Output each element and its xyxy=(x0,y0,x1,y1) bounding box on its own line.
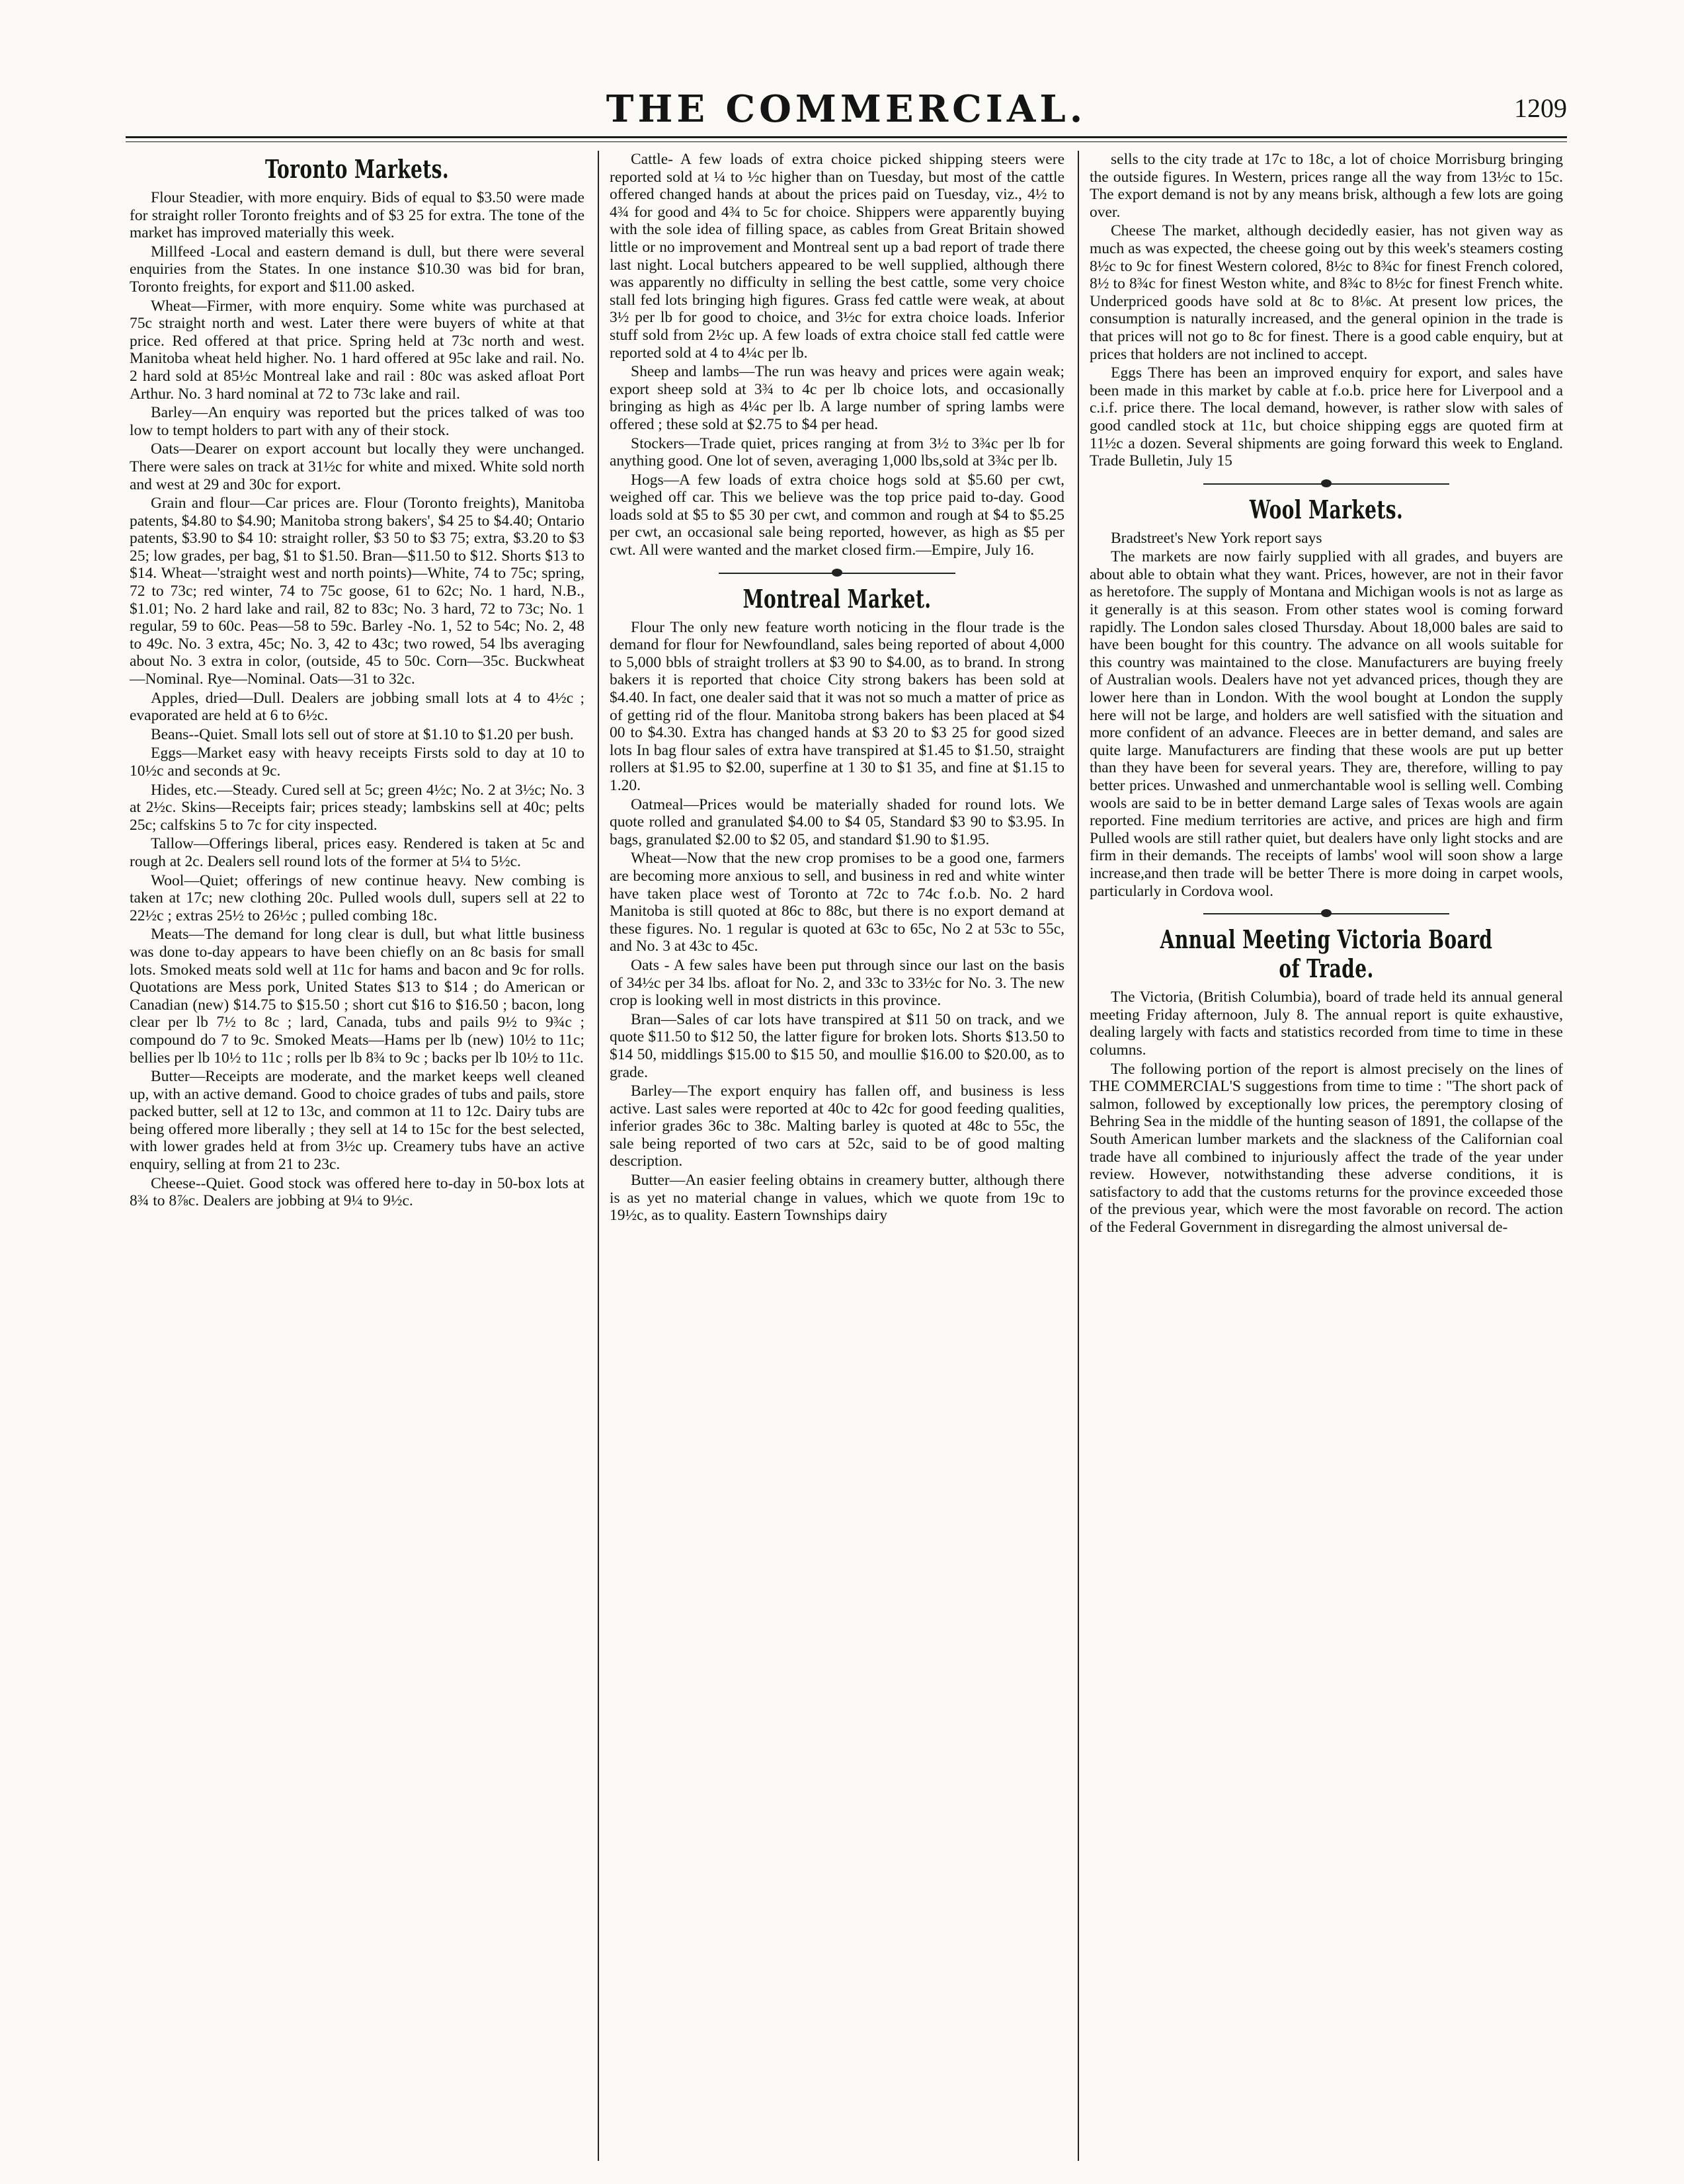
article-paragraph: Tallow—Offerings liberal, prices easy. Rendered is taken at 5c and rough at 2c. Dealers sell round lots of the former at 5¼ to 5½c. xyxy=(130,835,584,870)
article-paragraph: Cattle- A few loads of extra choice picked shipping steers were reported sold at ¼ to ½c higher than on Tuesday, but most of the cattle offered changed hands at about the prices paid on Tuesday, viz., 4½ to 4¾ for good and 4¾ to 5c for choice. Shippers were apparently buying with the sole idea of filling space, as cables from Great Britain showed little or no improvement and Montreal sent up a bad report of trade there last night. Local butchers appeared to be well supplied, although there was apparently no difficulty in selling the best cattle, some very choice stall fed lots bringing high figures. Grass fed cattle were weak, at about 3½ per lb for good to choice, and 3½c for extra choice loads. Inferior stuff sold from 2½c up. A few loads of extra choice stall fed cattle were reported sold at 4 to 4¼c per lb. xyxy=(610,151,1064,362)
article-paragraph: Flour The only new feature worth noticing in the flour trade is the demand for flour for Newfoundland, sales being reported of about 4,000 to 5,000 bbls of straight trollers at $3 90 to $4.00, as to brand. In strong bakers it is reported that choice City strong bakers has been sold at $4.40. In fact, one dealer said that it was not so much a matter of price as of getting rid of the flour. Manitoba strong bakers has been placed at $4 00 to $4.30. Extra has changed hands at $3 20 to $3 25 for good sized lots In bag flour sales of extra have transpired at $1.45 to $1.50, straight rollers at $1.95 to $2.00, superfine at 1 30 to $1 35, and fine at $1.15 to 1.20. xyxy=(610,618,1064,794)
article-paragraph: Oats—Dearer on export account but locally they were unchanged. There were sales on track at 31½c for white and mixed. White sold north and west at 29 and 30c for export. xyxy=(130,440,584,493)
article-paragraph: Millfeed -Local and eastern demand is dull, but there were several enquiries from the States. In one instance $10.30 was bid for bran, Toronto freights, for export and $11.00 asked. xyxy=(130,243,584,296)
article-paragraph: Cheese--Quiet. Good stock was offered here to-day in 50-box lots at 8¾ to 8⅞c. Dealers are jobbing at 9¼ to 9½c. xyxy=(130,1174,584,1210)
article-paragraph: Barley—An enquiry was reported but the prices talked of was too low to tempt holders to part with any of their stock. xyxy=(130,404,584,439)
article-paragraph: Butter—Receipts are moderate, and the market keeps well cleaned up, with an active demand. Good to choice grades of tubs and pails, store packed butter, sell at 12 to 13c, and common at 11 to 12c. Dairy tubs are being offered more liberally ; they sell at 14 to 15c for the best selected, with lower grades held at from 3½c up. Creamery tubs have an active enquiry, selling at from 21 to 23c. xyxy=(130,1068,584,1174)
column-3 xyxy=(1090,151,1563,2161)
article-paragraph: Meats—The demand for long clear is dull, but what little business was done to-day appears to have been chiefly on an 8c basis for small lots. Smoked meats sold well at 11c for hams and bacon and 9c for rolls. Quotations are Mess pork, United States $13 to $14 ; do American or Canadian (new) $14.75 to $15.50 ; short cut $16 to $16.50 ; bacon, long clear per lb 7½ to 8c ; lard, Canada, tubs and pails 9½ to 9¾c ; compound do 7 to 9c. Smoked Meats—Hams per lb (new) 10½ to 11c; bellies per lb 10½ to 11c ; rolls per lb 8¾ to 9c ; backs per lb 10½ to 11c. xyxy=(130,926,584,1067)
article-paragraph: The following portion of the report is almost precisely on the lines of THE COMMERCIAL'S suggestions from time to time : "The short pack of salmon, followed by exceptionally low prices, the peremptory closing of Behring Sea in the middle of the hunting season of 1891, the collapse of the South American lumber markets and the slackness of the Californian coal trade have all combined to injuriously affect the trade of the year under review. However, notwithstanding these adverse conditions, it is satisfactory to add that the customs returns for the province exceeded those of the previous year, which were the most favorable on record. The action of the Federal Government in disregarding the almost universal de- xyxy=(1090,1060,1563,1236)
article-paragraph: Butter—An easier feeling obtains in creamery butter, although there is as yet no material change in values, which we quote from 19c to 19½c, as to quality. Eastern Townships dairy xyxy=(610,1172,1064,1225)
section-divider xyxy=(610,566,1064,581)
page-number: 1209 xyxy=(1514,93,1567,123)
article-paragraph: Sheep and lambs—The run was heavy and prices were again weak; export sheep sold at 3¾ to 4c per lb choice lots, and occasionally bringing as high as 4¼c per lb. A large number of spring lambs were offered ; these sold at $2.75 to $4 per head. xyxy=(610,363,1064,433)
wool-markets-heading: Wool Markets. xyxy=(1249,494,1404,524)
article-paragraph: Stockers—Trade quiet, prices ranging at from 3½ to 3¾c per lb for anything good. One lot of seven, averaging 1,000 lbs,sold at 3¾c per lb. xyxy=(610,434,1064,470)
section-divider xyxy=(1090,477,1563,491)
article-paragraph: Cheese The market, although decidedly easier, has not given way as much as was expected, the cheese going out by this week's steamers costing 8½c to 9c for finest Western colored, 8½c to 8¾c for finest French colored, 8½ to 8¾c for finest Weston white, and 8¾c to 8½c for finest French white. Underpriced goods have sold at 8c to 8⅛c. At present low prices, the consumption is naturally increased, and the general opinion in the trade is that prices will not go to 8c for finest. There is a good cable enquiry, but at prices that holders are not inclined to accept. xyxy=(1090,222,1563,363)
montreal-market-heading: Montreal Market. xyxy=(742,583,932,614)
article-paragraph: sells to the city trade at 17c to 18c, a lot of choice Morrisburg bringing the outside figures. In Western, prices range all the way from 13½c to 15c. The export demand is not by any means brisk, although a few lots are going over. xyxy=(1090,151,1563,221)
newspaper-title: THE COMMERCIAL. xyxy=(606,87,1087,131)
masthead xyxy=(126,86,1567,132)
article-paragraph: Wheat—Now that the new crop promises to be a good one, farmers are becoming more anxious to sell, and business in red and white winter have taken place west of Toronto at 72c to 74c f.o.b. No. 2 hard Manitoba is still quoted at 86c to 88c, but there is no export demand at these figures. No. 1 regular is quoted at 63c to 65c, No 2 at 53c to 55c, and No. 3 at 43c to 45c. xyxy=(610,850,1064,955)
column-1 xyxy=(130,151,584,2161)
article-paragraph: Oatmeal—Prices would be materially shaded for round lots. We quote rolled and granulated $4.00 to $4 05, Standard $3 90 to $3.95. In bags, granulated $2.00 to $2 05, and standard $1.90 to $1.95. xyxy=(610,795,1064,848)
article-paragraph: Bran—Sales of car lots have transpired at $11 50 on track, and we quote $11.50 to $12 50, the latter figure for broken lots. Shorts $13.50 to $14 50, middlings $15.00 to $15 50, and moullie $16.00 to $20.00, as to grade. xyxy=(610,1010,1064,1081)
column-rule-1 xyxy=(598,151,599,2161)
article-paragraph: Hides, etc.—Steady. Cured sell at 5c; green 4½c; No. 2 at 3½c; No. 3 at 2½c. Skins—Receipts fair; prices steady; lambskins sell at 40c; pelts 25c; calfskins 5 to 7c for city inspected. xyxy=(130,781,584,834)
wool-intro: Bradstreet's New York report says xyxy=(1111,529,1322,547)
article-paragraph: The markets are now fairly supplied with all grades, and buyers are about able to obtain what they want. Prices, however, are not in their favor as heretofore. The supply of Montana and Michigan wools is not as large as it generally is at this season. From other states wool is coming forward rapidly. The London sales closed Thursday. About 18,000 bales are said to have been bought for this country. The advance on all wools suitable for this country was maintained to the close. Manufacturers are buying freely of Australian wools. Dealers have not yet advanced prices, though they are lower here than in London. With the wool bought at London the supply here will not be large, and holders are well satisfied with the situation and more confident of an advance. Fleeces are in better demand, and sales are quite large. Manufacturers are finding that these wools are put up better than they have been for several years. They are, therefore, willing to pay better prices. Unwashed and unmerchantable wool is selling well. Combing wools are said to be in better demand Large sales of Texas wools are again reported. Fine medium territories are active, and prices are high and firm Pulled wools are still rather quiet, but dealers have only light stocks and are firm in their demands. The receipts of lambs' wool will soon show a large increase,and then trade will be better There is more doing in carpet wools, particularly in Cordova wool. xyxy=(1090,548,1563,900)
column-2 xyxy=(610,151,1064,2161)
article-paragraph: Hogs—A few loads of extra choice hogs sold at $5.60 per cwt, weighed off car. This we believe was the top price paid to-day. Good loads sold at $5 to $5 30 per cwt, and common and rough at $4 to $5.25 per cwt, an occasional sale being reported, however, as high as $5 per cwt. All were wanted and the market closed firm.—Empire, July 16. xyxy=(610,471,1064,559)
article-paragraph: Flour Steadier, with more enquiry. Bids of equal to $3.50 were made for straight roller Toronto freights and of $3 25 for extra. The tone of the market has improved materially this week. xyxy=(130,189,584,242)
article-paragraph: Beans--Quiet. Small lots sell out of store at $1.10 to $1.20 per bush. xyxy=(151,725,574,743)
article-paragraph: Wool—Quiet; offerings of new continue heavy. New combing is taken at 17c; new clothing 20c. Pulled wools dull, supers sell at 22 to 22½c ; extras 25½ to 26½c ; pulled combing 18c. xyxy=(130,871,584,924)
section-divider xyxy=(1090,907,1563,921)
column-rule-2 xyxy=(1078,151,1079,2161)
article-paragraph: Barley—The export enquiry has fallen off, and business is less active. Last sales were reported at 40c to 42c for good feeding qualities, inferior grades 36c to 38c. Malting barley is quoted at 48c to 55c, the sale being reported of two cars at 52c, said to be of good malting description. xyxy=(610,1082,1064,1170)
article-paragraph: Grain and flour—Car prices are. Flour (Toronto freights), Manitoba patents, $4.80 to $4.90; Manitoba strong bakers', $4 25 to $4.40; Ontario patents, $3.90 to $4 10: straight roller, $3 50 to $3 75; extra, $3.20 to $3 25; low grades, per bag, $1 to $1.50. Bran—$11.50 to $12. Shorts $13 to $14. Wheat—'straight west and north points)—White, 74 to 75c; spring, 72 to 73c; red winter, 74 to 75c goose, 61 to 62c; No. 1 hard, N.B., $1.01; No. 2 hard lake and rail, 82 to 83c; No. 3 hard, 72 to 73c; No. 1 regular, 59 to 60c. Peas—58 to 59c. Barley -No. 1, 52 to 54c; No. 2, 48 to 49c. No. 3 extra, 45c; No. 3, 42 to 43c; two rowed, 54 lbs averaging about No. 3 extra in color, (outside, 45 to 50c. Corn—35c. Buckwheat —Nominal. Rye—Nominal. Oats—31 to 32c. xyxy=(130,495,584,688)
toronto-markets-heading: Toronto Markets. xyxy=(264,154,450,184)
article-paragraph: Apples, dried—Dull. Dealers are jobbing small lots at 4 to 4½c ; evaporated are held at 6 to 6½c. xyxy=(130,689,584,725)
article-paragraph: Eggs There has been an improved enquiry for export, and sales have been made in this market by cable at f.o.b. price here for Liverpool and a c.i.f. price there. The local demand, however, is rather slow with sales of good candled stock at 11c, but choice shipping eggs are quoted firm at 11½c a dozen. Several shipments are going forward this week to England. Trade Bulletin, July 15 xyxy=(1090,364,1563,470)
article-paragraph: Wheat—Firmer, with more enquiry. Some white was purchased at 75c straight north and west. Later there were buyers of white at that price. Red offered at that price. Spring held at 73c north and west. Manitoba wheat held higher. No. 1 hard offered at 95c lake and rail. No. 2 hard sold at 85½c Montreal lake and rail : 80c was asked afloat Port Arthur. No. 3 hard nominal at 72 to 73c lake and rail. xyxy=(130,297,584,403)
victoria-board-heading: Annual Meeting Victoria Board of Trade. xyxy=(1160,924,1493,984)
masthead-rule xyxy=(126,136,1567,138)
article-paragraph: Eggs—Market easy with heavy receipts Firsts sold to day at 10 to 10½c and seconds at 9c. xyxy=(130,745,584,780)
article-paragraph: The Victoria, (British Columbia), board of trade held its annual general meeting Friday afternoon, July 8. The annual report is quite exhaustive, dealing largely with facts and statistics recorded from time to time in these columns. xyxy=(1090,989,1563,1059)
article-paragraph: Oats - A few sales have been put through since our last on the basis of 34½c per 34 lbs. afloat for No. 2, and 33c to 33½c for No. 3. The new crop is looking well in most districts in this province. xyxy=(610,956,1064,1010)
